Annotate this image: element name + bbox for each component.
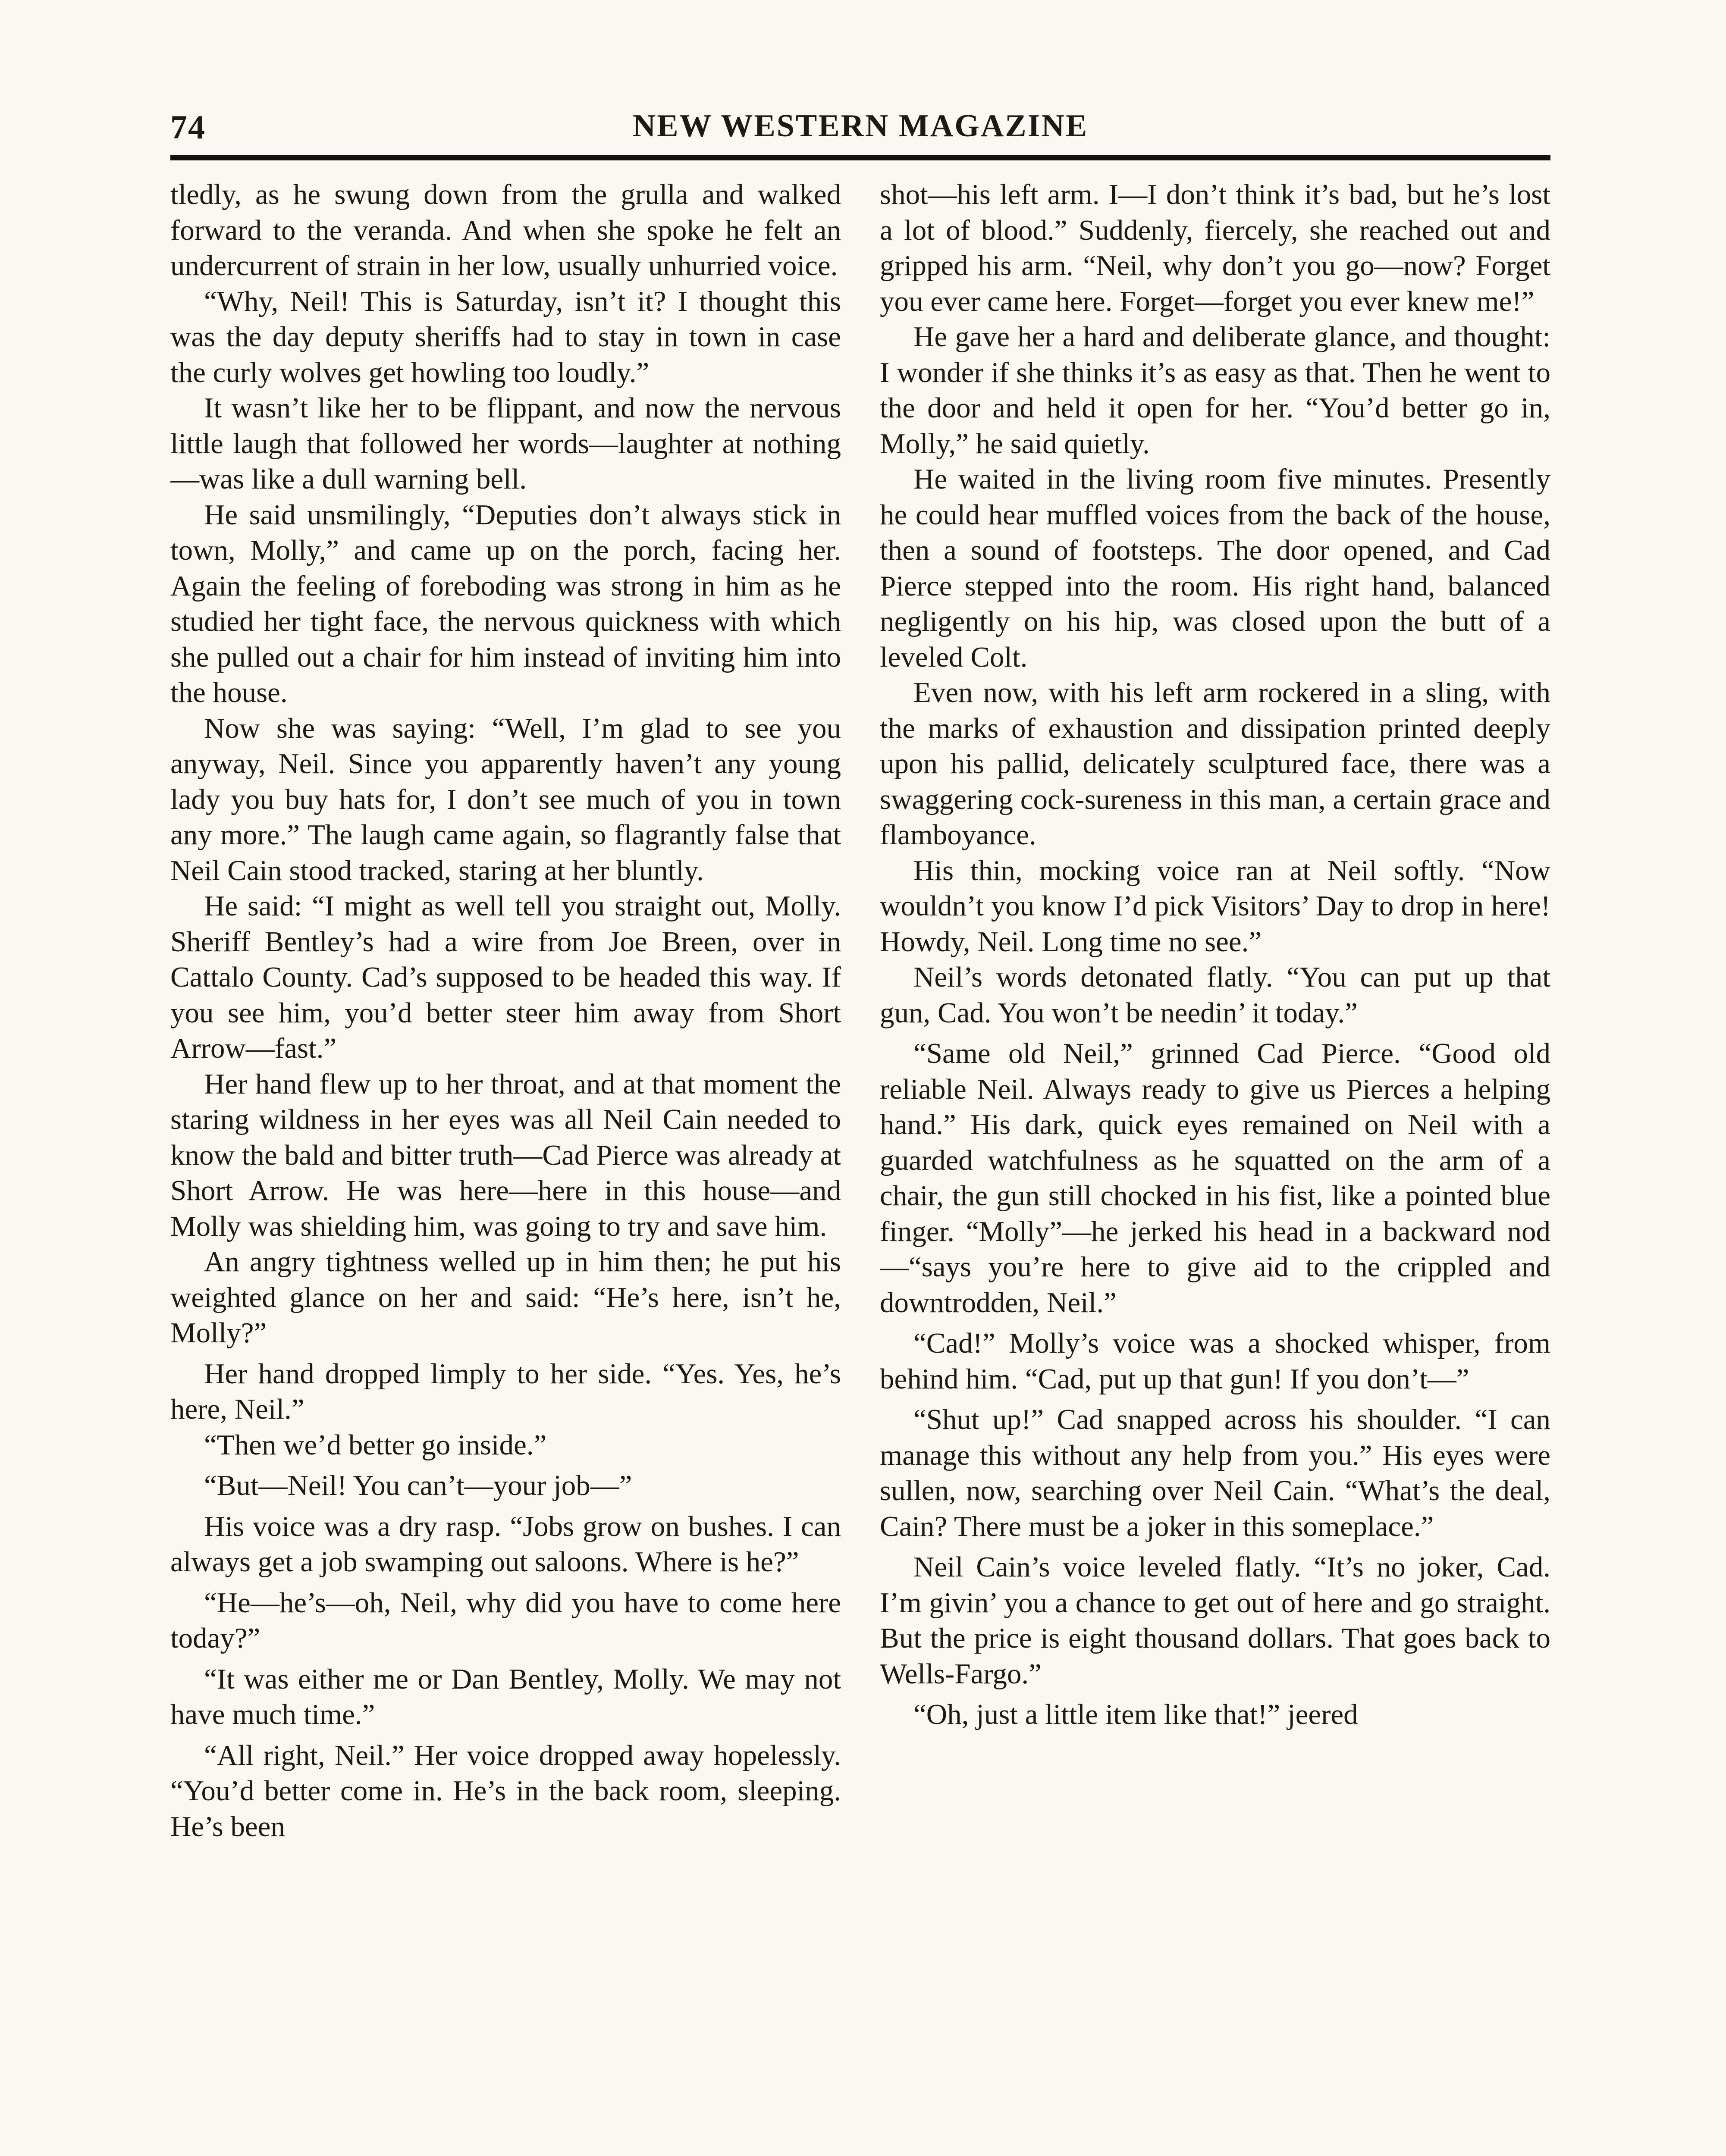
paragraph: An angry tightness welled up in him then; he put his weighted glance on her and said: “He’s here, isn’t he, Molly?” [170, 1246, 841, 1349]
paragraph: “He—he’s—oh, Neil, why did you have to come here today?” [170, 1586, 841, 1654]
paragraph: “It was either me or Dan Bentley, Molly. We may not have much time.” [170, 1663, 841, 1730]
paragraph: “Shut up!” Cad snapped across his shoulder. “I can manage this without any help from you.” His eyes were sullen, now, searching over Neil Cain. “What’s the deal, Cain? There must be a joker in this someplace.” [880, 1404, 1550, 1542]
paragraph: His thin, mocking voice ran at Neil softly. “Now wouldn’t you know I’d pick Visitors’ Day to drop in here! Howdy, Neil. Long time no see.” [880, 854, 1550, 958]
right-column [880, 177, 1550, 2156]
paragraph: Now she was saying: “Well, I’m glad to see you anyway, Neil. Since you apparently haven’t any young lady you buy hats for, I don’t see much of you in town any more.” The laugh came again, so flagrantly false that Neil Cain stood tracked, staring at her bluntly. [170, 712, 841, 887]
paragraph: He gave her a hard and deliberate glance, and thought: I wonder if she thinks it’s as easy as that. Then he went to the door and held it open for her. “You’d better go in, Molly,” he said quietly. [880, 321, 1550, 460]
paragraph: shot—his left arm. I—I don’t think it’s bad, but he’s lost a lot of blood.” Suddenly, fiercely, she reached out and gripped his arm. “Neil, why don’t you go—now? Forget you ever came here. Forget—forget you ever knew me!” [880, 179, 1550, 317]
paragraph: “All right, Neil.” Her voice dropped away hopelessly. “You’d better come in. He’s in the back room, sleeping. He’s been [170, 1739, 841, 1843]
paragraph: It wasn’t like her to be flippant, and now the nervous little laugh that followed her words—laughter at nothing—was like a dull warning bell. [170, 392, 841, 495]
page-number: 74 [170, 108, 206, 146]
paragraph: “Oh, just a little item like that!” jeered [913, 1698, 1358, 1730]
paragraph: Her hand flew up to her throat, and at that moment the staring wildness in her eyes was all Neil Cain needed to know the bald and bitter truth—Cad Pierce was already at Short Arrow. He was here—here in this house—and Molly was shielding him, was going to try and save him. [170, 1068, 841, 1242]
paragraph: He said unsmilingly, “Deputies don’t always stick in town, Molly,” and came up on the porch, facing her. Again the feeling of foreboding was strong in him as he studied her tight face, the nervous quickness with which she pulled out a chair for him instead of inviting him into the house. [170, 498, 841, 708]
paragraph: He waited in the living room five minutes. Presently he could hear muffled voices from the back of the house, then a sound of footsteps. The door opened, and Cad Pierce stepped into the room. His right hand, balanced negligently on his hip, was closed upon the butt of a leveled Colt. [880, 463, 1550, 673]
paragraph: Neil Cain’s voice leveled flatly. “It’s no joker, Cad. I’m givin’ you a chance to get out of here and go straight. But the price is eight thousand dollars. That goes back to Wells-Fargo.” [880, 1551, 1550, 1690]
paragraph: Her hand dropped limply to her side. “Yes. Yes, he’s here, Neil.” [170, 1357, 841, 1425]
paragraph: Neil’s words detonated flatly. “You can put up that gun, Cad. You won’t be needin’ it today.” [880, 961, 1550, 1029]
paragraph: He said: “I might as well tell you straight out, Molly. Sheriff Bentley’s had a wire from Joe Breen, over in Cattalo County. Cad’s supposed to be headed this way. If you see him, you’d better steer him away from Short Arrow—fast.” [170, 890, 841, 1064]
paragraph: “But—Neil! You can’t—your job—” [204, 1470, 632, 1501]
paragraph: “Then we’d better go inside.” [204, 1429, 547, 1461]
paragraph: Even now, with his left arm rockered in a sling, with the marks of exhaustion and dissipation printed deeply upon his pallid, delicately sculptured face, there was a swaggering cock-sureness in this man, a certain grace and flamboyance. [880, 677, 1550, 851]
paragraph: “Cad!” Molly’s voice was a shocked whisper, from behind him. “Cad, put up that gun! If you don’t—” [880, 1327, 1550, 1395]
paragraph: “Same old Neil,” grinned Cad Pierce. “Good old reliable Neil. Always ready to give us Pierces a helping hand.” His dark, quick eyes remained on Neil with a guarded watchfulness as he squatted on the arm of a chair, the gun still chocked in his fist, like a pointed blue finger. “Molly”—he jerked his head in a backward nod—“says you’re here to give aid to the crippled and downtrodden, Neil.” [880, 1037, 1550, 1319]
header-rule [170, 155, 1550, 160]
paragraph: His voice was a dry rasp. “Jobs grow on bushes. I can always get a job swamping out saloons. Where is he?” [170, 1510, 841, 1578]
magazine-title: NEW WESTERN MAGAZINE [632, 108, 1089, 144]
page-header [170, 108, 1550, 155]
left-column [170, 177, 841, 2156]
paragraph: tledly, as he swung down from the grulla and walked forward to the veranda. And when she spoke he felt an undercurrent of strain in her low, usually unhurried voice. [170, 179, 841, 282]
paragraph: “Why, Neil! This is Saturday, isn’t it? I thought this was the day deputy sheriffs had to stay in town in case the curly wolves get howling too loudly.” [170, 285, 841, 389]
